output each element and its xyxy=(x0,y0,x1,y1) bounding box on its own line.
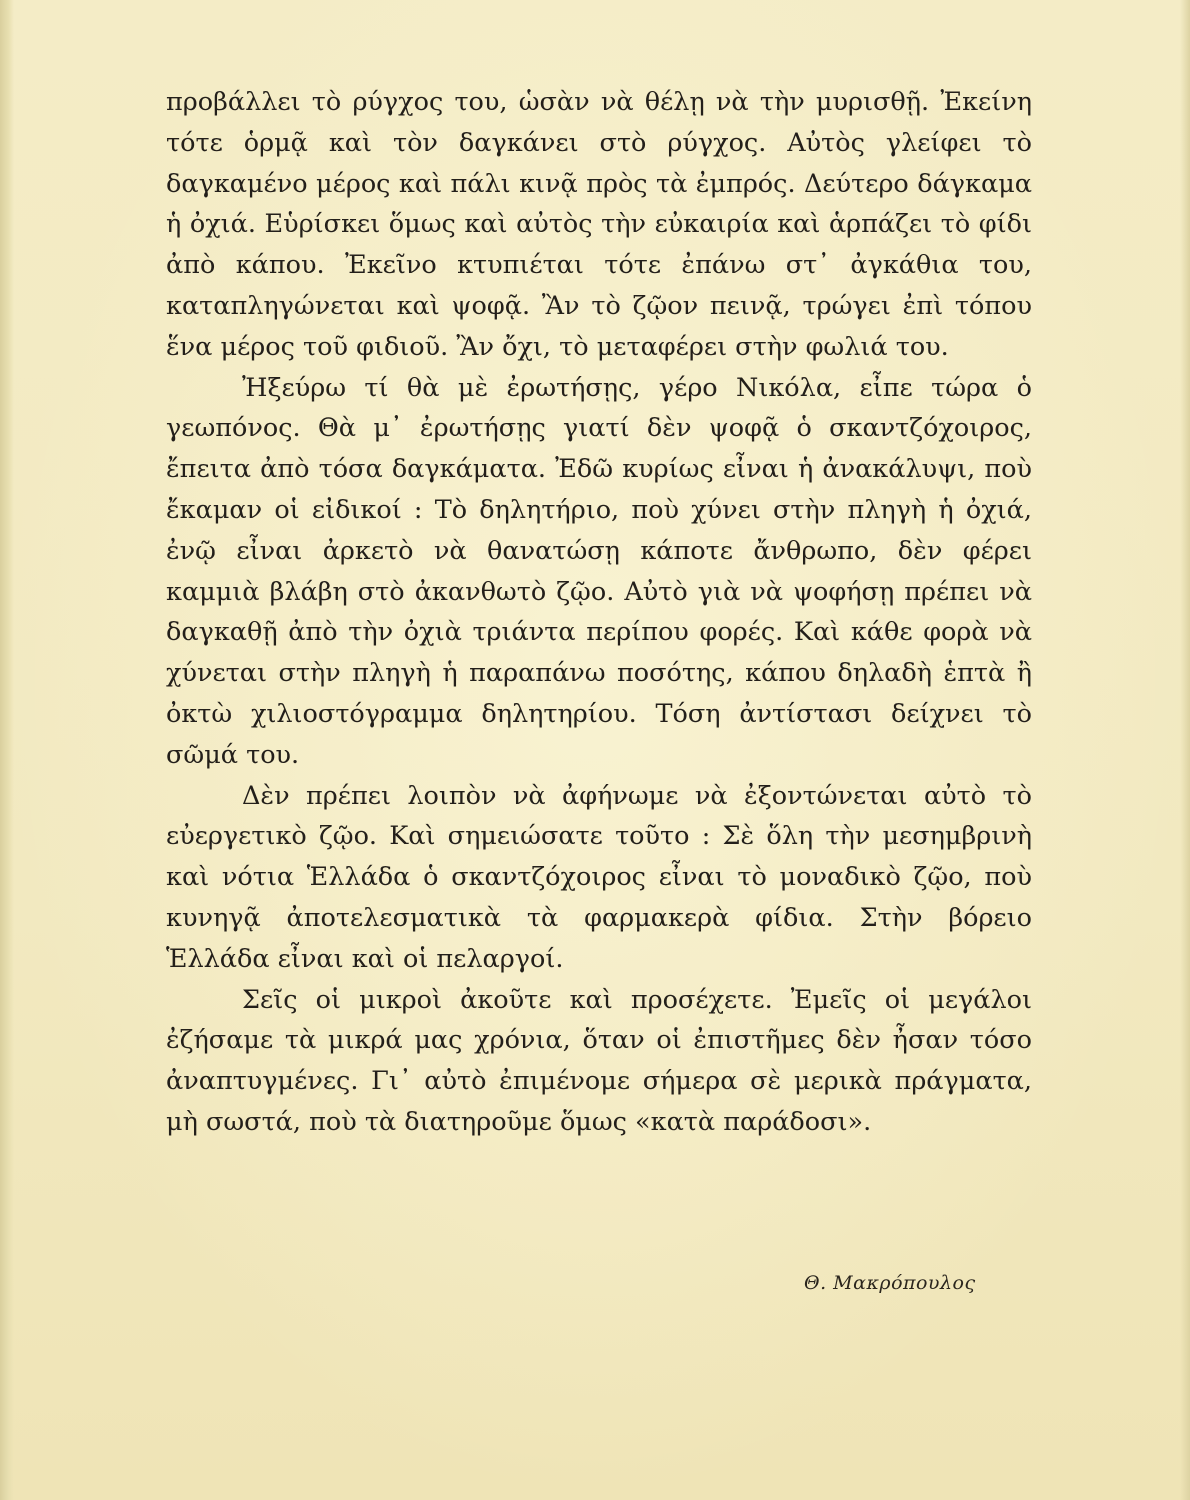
paragraph-2: Ἠξεύρω τί θὰ μὲ ἐρωτήσῃς, γέρο Νικόλα, εἶπε τώρα ὁ γεωπόνος. Θὰ μ᾽ ἐρωτήσῃς γιατί δὲν ψοφᾷ ὁ σκαντζόχοιρος, ἔπειτα ἀπὸ τόσα δαγκάματα. Ἐδῶ κυρίως εἶναι ἡ ἀνακάλυψι, ποὺ ἔκαμαν οἱ εἰδικοί : Τὸ δηλητήριο, ποὺ χύνει στὴν πληγὴ ἡ ὀχιά, ἐνῷ εἶναι ἀρκετὸ νὰ θανατώσῃ κάποτε ἄνθρωπο, δὲν φέρει καμμιὰ βλάβη στὸ ἀκανθωτὸ ζῷο. Αὐτὸ γιὰ νὰ ψοφήσῃ πρέπει νὰ δαγκαθῇ ἀπὸ τὴν ὀχιὰ τριάντα περίπου φορές. Καὶ κάθε φορὰ νὰ χύνεται στὴν πληγὴ ἡ παραπάνω ποσότης, κάπου δηλαδὴ ἑπτὰ ἢ ὀκτὼ χιλιοστόγραμμα δηλητηρίου. Τόση ἀντίστασι δείχνει τὸ σῶμά του. xyxy=(166,372,1032,770)
paragraph-3: Δὲν πρέπει λοιπὸν νὰ ἀφήνωμε νὰ ἐξοντώνεται αὐτὸ τὸ εὐεργετικὸ ζῷο. Καὶ σημειώσατε τοῦτο : Σὲ ὅλη τὴν μεσημβρινὴ καὶ νότια Ἑλλάδα ὁ σκαντζόχοιρος εἶναι τὸ μοναδικὸ ζῷο, ποὺ κυνηγᾷ ἀποτελεσματικὰ τὰ φαρμακερὰ φίδια. Στὴν βόρειο Ἑλλάδα εἶναι καὶ οἱ πελαργοί. xyxy=(166,780,1032,974)
paragraph-1: προβάλλει τὸ ρύγχος του, ὡσὰν νὰ θέλῃ νὰ τὴν μυρισθῇ. Ἐκείνη τότε ὁρμᾷ καὶ τὸν δαγκάνει στὸ ρύγχος. Αὐτὸς γλείφει τὸ δαγκαμένο μέρος καὶ πάλι κινᾷ πρὸς τὰ ἐμπρός. Δεύτερο δάγκαμα ἡ ὀχιά. Εὑρίσκει ὅμως καὶ αὐτὸς τὴν εὐκαιρία καὶ ἁρπάζει τὸ φίδι ἀπὸ κάπου. Ἐκεῖνο κτυπιέται τότε ἐπάνω στ᾽ ἀγκάθια του, καταπληγώνεται καὶ ψοφᾷ. Ἂν τὸ ζῷον πεινᾷ, τρώγει ἐπὶ τόπου ἕνα μέρος τοῦ φιδιοῦ. Ἂν ὄχι, τὸ μεταφέρει στὴν φωλιά του. xyxy=(166,87,1032,362)
page-right-edge xyxy=(1180,0,1190,1500)
body-text xyxy=(166,82,1032,1143)
author-signature: Θ. Μακρόπουλος xyxy=(804,1272,976,1294)
paragraph-4: Σεῖς οἱ μικροὶ ἀκοῦτε καὶ προσέχετε. Ἐμεῖς οἱ μεγάλοι ἐζήσαμε τὰ μικρά μας χρόνια, ὅταν οἱ ἐπιστῆμες δὲν ἦσαν τόσο ἀναπτυγμένες. Γι᾽ αὐτὸ ἐπιμένομε σήμερα σὲ μερικὰ πράγματα, μὴ σωστά, ποὺ τὰ διατηροῦμε ὅμως «κατὰ παράδοσι». xyxy=(166,984,1032,1137)
page-left-edge xyxy=(0,0,14,1500)
